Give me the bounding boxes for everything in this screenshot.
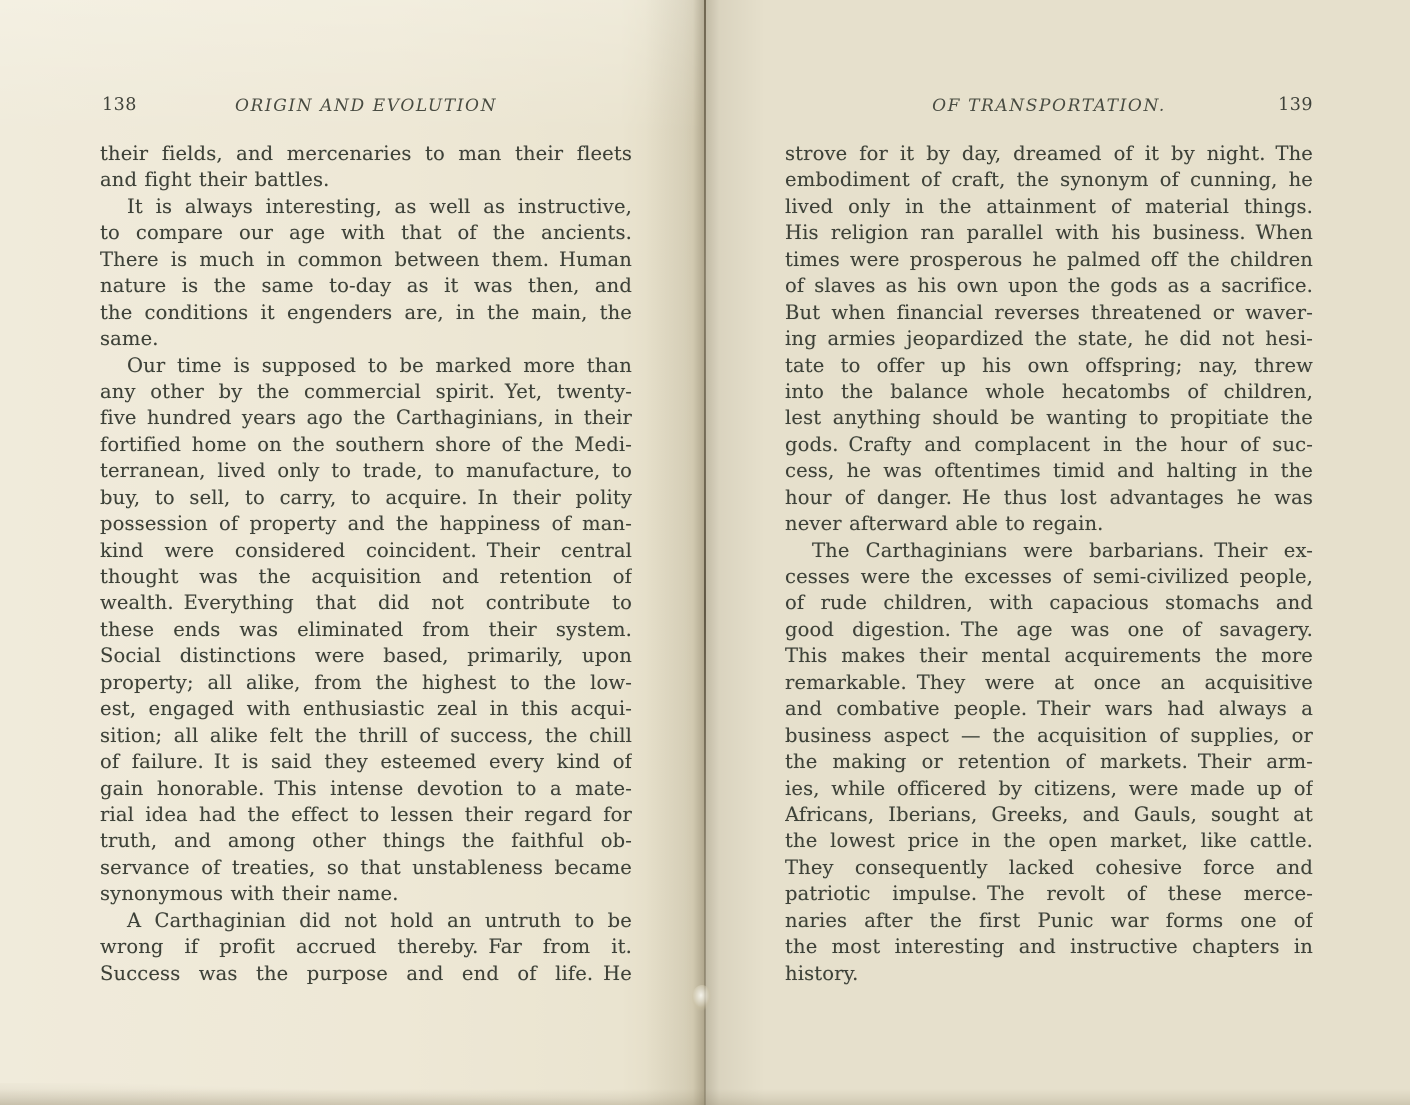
text-line: embodiment of craft, the synonym of cunning, he bbox=[785, 168, 1313, 192]
right-running-head: OF TRANSPORTATION. bbox=[932, 96, 1166, 116]
text-line: fortified home on the southern shore of the Medi- bbox=[100, 432, 632, 456]
text-line: A Carthaginian did not hold an untruth to be bbox=[127, 908, 632, 932]
text-line: sition; all alike felt the thrill of success, the chill bbox=[100, 723, 632, 747]
text-line: same. bbox=[100, 327, 159, 351]
text-line: strove for it by day, dreamed of it by night. The bbox=[785, 142, 1313, 165]
right-running-head-row bbox=[785, 95, 1313, 119]
text-line: the most interesting and instructive chapters in bbox=[785, 935, 1313, 959]
text-line: cess, he was oftentimes timid and halting in the bbox=[785, 459, 1313, 483]
left-page-number: 138 bbox=[102, 95, 137, 115]
text-line: good digestion. The age was one of savagery. bbox=[785, 617, 1313, 641]
text-line: His religion ran parallel with his business. When bbox=[785, 221, 1313, 245]
text-line: It is always interesting, as well as instructive, bbox=[127, 194, 632, 218]
text-line: Social distinctions were based, primarily, upon bbox=[100, 644, 632, 668]
text-line: never afterward able to regain. bbox=[785, 512, 1104, 536]
text-line: gods. Crafty and complacent in the hour of suc- bbox=[785, 432, 1313, 456]
text-line: remarkable. They were at once an acquisitive bbox=[785, 670, 1313, 694]
text-line: Africans, Iberians, Greeks, and Gauls, sought at bbox=[785, 802, 1313, 826]
left-text-column bbox=[100, 142, 632, 988]
text-line: synonymous with their name. bbox=[100, 882, 399, 906]
text-line: and fight their battles. bbox=[100, 168, 330, 192]
text-line: wealth. Everything that did not contribute to bbox=[100, 591, 632, 615]
left-running-head-row bbox=[100, 95, 632, 119]
text-line: truth, and among other things the faithful ob- bbox=[100, 829, 632, 853]
right-text-column bbox=[785, 142, 1313, 988]
text-line: cesses were the excesses of semi-civilized people, bbox=[785, 565, 1313, 588]
text-line: five hundred years ago the Carthaginians, in their bbox=[100, 406, 632, 430]
text-line: thought was the acquisition and retention of bbox=[100, 565, 632, 588]
text-line: naries after the first Punic war forms one of bbox=[785, 908, 1313, 932]
text-line: terranean, lived only to trade, to manufacture, to bbox=[100, 459, 632, 483]
text-line: business aspect — the acquisition of supplies, or bbox=[785, 723, 1313, 747]
text-line: patriotic impulse. The revolt of these merce- bbox=[785, 882, 1313, 906]
text-line: of failure. It is said they esteemed every kind of bbox=[100, 750, 632, 774]
text-line: Success was the purpose and end of life. He bbox=[100, 961, 632, 985]
text-line: the conditions it engenders are, in the main, the bbox=[100, 300, 632, 324]
text-line: their fields, and mercenaries to man their fleets bbox=[100, 142, 632, 165]
text-line: wrong if profit accrued thereby. Far from it. bbox=[100, 935, 632, 959]
text-line: rial idea had the effect to lessen their regard for bbox=[100, 802, 632, 826]
text-line: There is much in common between them. Human bbox=[100, 247, 632, 271]
text-line: ies, while officered by citizens, were made up of bbox=[785, 776, 1313, 800]
text-line: lived only in the attainment of material things. bbox=[785, 194, 1313, 218]
text-line: times were prosperous he palmed off the children bbox=[785, 247, 1313, 271]
text-line: the making or retention of markets. Their arm- bbox=[785, 750, 1313, 774]
text-line: kind were considered coincident. Their central bbox=[100, 538, 632, 562]
text-line: into the balance whole hecatombs of children, bbox=[785, 379, 1313, 403]
text-line: and combative people. Their wars had always a bbox=[785, 697, 1313, 721]
text-line: Our time is supposed to be marked more than bbox=[127, 353, 632, 377]
text-line: lest anything should be wanting to propitiate the bbox=[785, 406, 1313, 430]
text-line: to compare our age with that of the ancients. bbox=[100, 221, 632, 245]
text-line: these ends was eliminated from their system. bbox=[100, 617, 632, 641]
text-line: hour of danger. He thus lost advantages he was bbox=[785, 485, 1313, 509]
text-line: tate to offer up his own offspring; nay, threw bbox=[785, 353, 1313, 377]
text-line: of slaves as his own upon the gods as a sacrifice. bbox=[785, 274, 1313, 298]
text-line: ing armies jeopardized the state, he did not hesi- bbox=[785, 327, 1313, 351]
right-page-number: 139 bbox=[1278, 95, 1313, 115]
text-line: They consequently lacked cohesive force and bbox=[785, 855, 1313, 879]
text-line: But when financial reverses threatened or waver- bbox=[785, 300, 1313, 324]
text-line: nature is the same to-day as it was then, and bbox=[100, 274, 632, 298]
text-line: any other by the commercial spirit. Yet, twenty- bbox=[100, 379, 632, 403]
text-line: history. bbox=[785, 961, 859, 985]
text-line: gain honorable. This intense devotion to a mate- bbox=[100, 776, 632, 800]
text-line: This makes their mental acquirements the more bbox=[785, 644, 1313, 668]
text-line: buy, to sell, to carry, to acquire. In their polity bbox=[100, 485, 632, 509]
left-running-head: ORIGIN AND EVOLUTION bbox=[234, 96, 498, 116]
text-line: The Carthaginians were barbarians. Their ex- bbox=[812, 538, 1313, 562]
text-line: possession of property and the happiness of man- bbox=[100, 512, 632, 536]
text-line: the lowest price in the open market, like cattle. bbox=[785, 829, 1313, 853]
text-line: servance of treaties, so that unstableness became bbox=[100, 855, 632, 879]
text-line: property; all alike, from the highest to the low- bbox=[100, 670, 632, 694]
right-page bbox=[705, 0, 1410, 1105]
text-line: of rude children, with capacious stomachs and bbox=[785, 591, 1313, 615]
text-line: est, engaged with enthusiastic zeal in this acqui- bbox=[100, 697, 632, 721]
